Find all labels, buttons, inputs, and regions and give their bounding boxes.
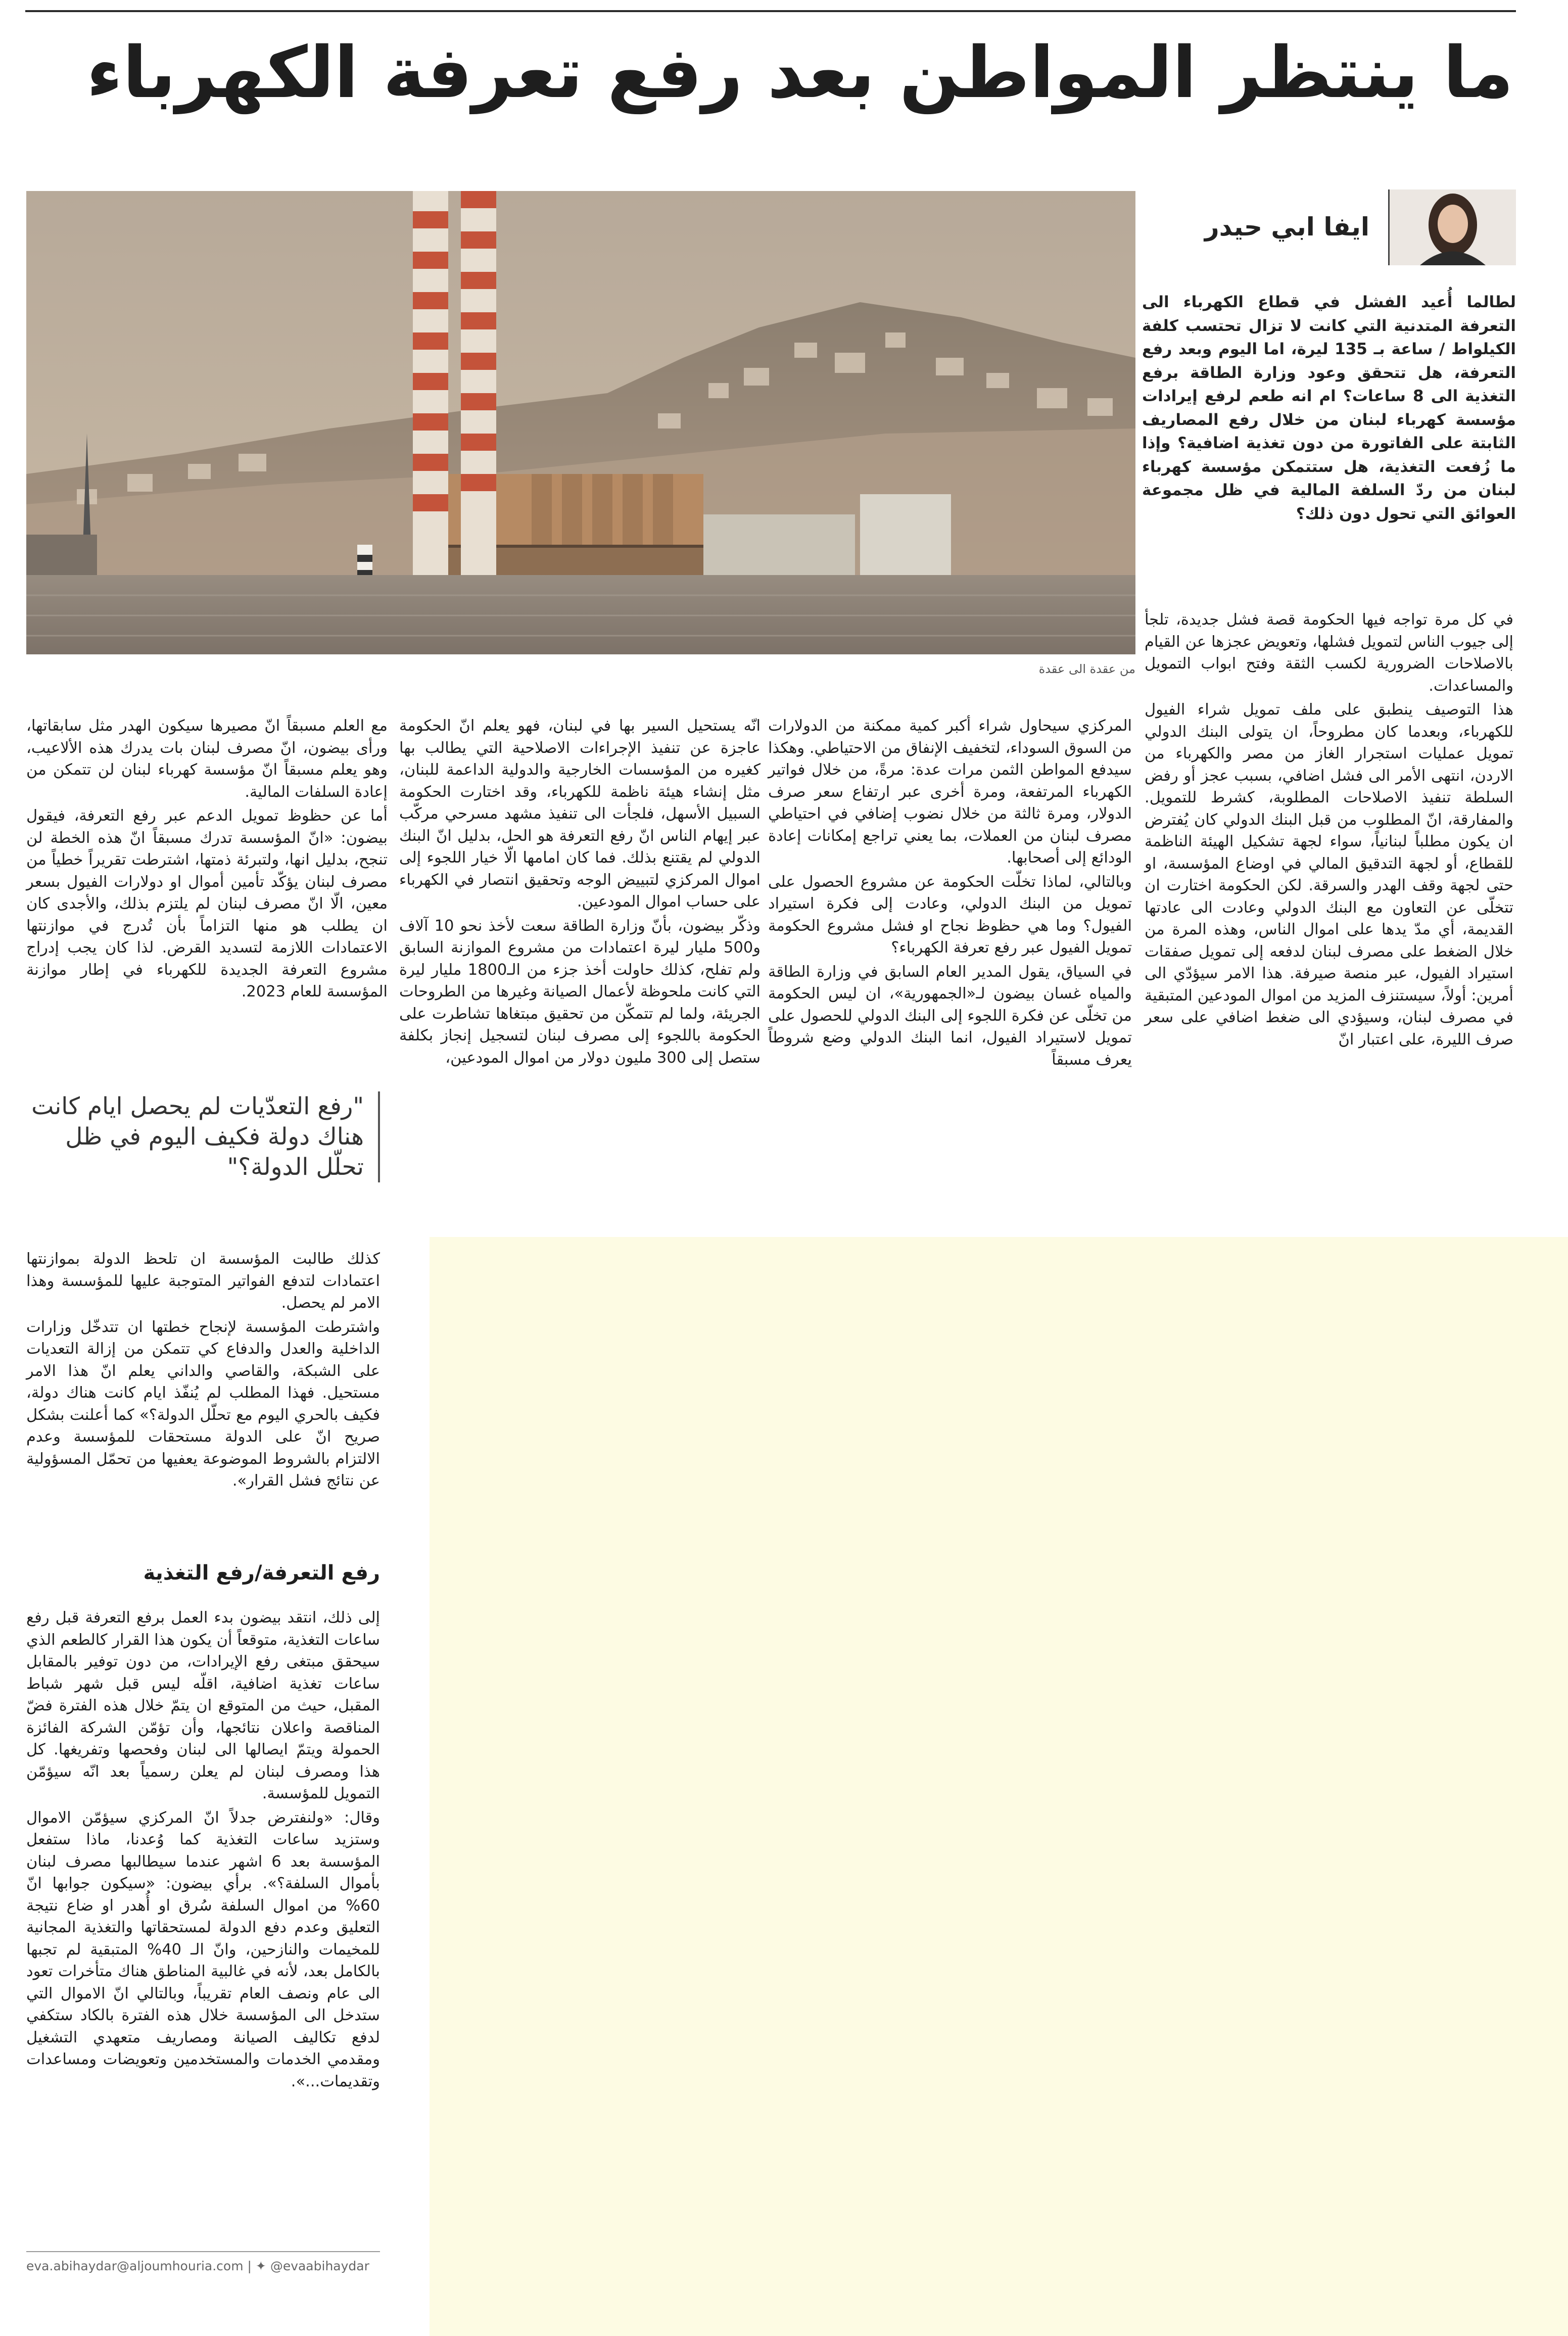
paragraph: واشترطت المؤسسة لإنجاح خطتها ان تتدخّل وزارات الداخلية والعدل والدفاع كي تتمكن من إزالة التعديات على الشبكة، والقاصي والداني يعلم انّ هذا الامر مستحيل. فهذا المطلب لم يُنفّذ ايام كانت هناك دولة، فكيف بالحري اليوم مع تحلّل الدولة؟» كما أعلنت بشكل صريح انّ على الدولة مستحقات للمؤسسة وعدم الالتزام بالشروط الموضوعة يعفيها من تحمّل المسؤولية عن نتائج فشل القرار». <box>26 1318 380 1490</box>
paragraph: وبالتالي، لماذا تخلّت الحكومة عن مشروع الحصول على تمويل من البنك الدولي، وعادت إلى فكرة استيراد الفيول؟ وما هي حظوظ نجاح او فشل مشروع الحكومة تمويل الفيول عبر رفع تعرفة الكهرباء؟ <box>768 873 1132 957</box>
top-rule <box>25 10 1516 12</box>
paragraph: أما عن حظوظ تمويل الدعم عبر رفع التعرفة، فيقول بيضون: «انّ المؤسسة تدرك مسبقاً انّ هذه الخطة لن تنجح، بدليل انها، ولتبرئة ذمتها، اشترطت تقريراً خطياً من مصرف لبنان يؤكّد تأمين أموال او دولارات الفيول بسعر معين، الّا انّ مصرف لبنان لم يلتزم بذلك، والأجدى كان ان يطلب هو منها التزاماً بأن تُدرج في موازنتها الاعتمادات اللازمة لتسديد القرض. لذا كان يجب إدراج مشروع التعرفة الجديدة للكهرباء في إطار موازنة المؤسسة للعام 2023. <box>26 807 388 1000</box>
author-email[interactable]: eva.abihaydar@aljoumhouria.com <box>26 2259 244 2273</box>
article-column-3 <box>399 715 761 1071</box>
author-name: ايفا ابي حيدر <box>1204 212 1369 242</box>
separator: | <box>247 2259 256 2273</box>
author-avatar <box>1388 189 1516 265</box>
advertisement-area <box>430 1237 1568 2336</box>
paragraph: وذكّر بيضون، بأنّ وزارة الطاقة سعت لأخذ نحو 10 آلاف و500 مليار ليرة اعتمادات من مشروع الموازنة السابق ولم تفلح، كذلك حاولت أخذ جزء من الـ1800 مليار ليرة التي كانت ملحوظة لأعمال الصيانة وغيرها من الطروحات الجريئة، ولما لم تتمكّن من تحقيق مبتغاها تشاطرت على الحكومة باللجوء إلى مصرف لبنان لتسجيل إنجاز بكلفة ستصل إلى 300 مليون دولار من اموال المودعين، <box>399 917 761 1067</box>
byline <box>1142 189 1516 265</box>
power-plant-image <box>26 191 1135 654</box>
photo-caption: من عقدة الى عقدة <box>1038 662 1135 676</box>
paragraph: مع العلم مسبقاً انّ مصيرها سيكون الهدر مثل سابقاتها، ورأى بيضون، انّ مصرف لبنان بات يدرك هذه الألاعيب، وهو يعلم مسبقاً انّ مؤسسة كهرباء لبنان لن تتمكن من إعادة السلفات المالية. <box>26 717 388 801</box>
paragraph: انّه يستحيل السير بها في لبنان، فهو يعلم انّ الحكومة عاجزة عن تنفيذ الإجراءات الاصلاحية التي يطالب بها كغيره من المؤسسات الخارجية والدولية الداعمة للبنان، مثل إنشاء هيئة ناظمة للكهرباء، وقد اختارت الحكومة السبيل الأسهل، فلجأت الى تنفيذ مشهد مسرحي مركّب عبر إيهام الناس انّ رفع التعرفة هو الحل، بدليل انّ البنك الدولي لم يقتنع بذلك. فما كان امامها الّا خيار اللجوء إلى اموال المركزي لتبييض الوجه وتحقيق انتصار في الكهرباء على حساب اموال المودعين. <box>399 717 761 911</box>
article-photo <box>26 191 1135 654</box>
author-twitter[interactable]: @evaabihaydar <box>270 2259 369 2273</box>
footer-rule <box>26 2251 380 2252</box>
section-subhead: رفع التعرفة/رفع التغذية <box>143 1561 380 1585</box>
paragraph: هذا التوصيف ينطبق على ملف تمويل شراء الفيول للكهرباء، وبعدما كان مطروحاً، ان يتولى البنك الدولي تمويل عمليات استجرار الغاز من مصر والكهرباء من الاردن، انتهى الأمر الى فشل اضافي، بسبب عجز أو رفض السلطة تنفيذ الاصلاحات المطلوبة، كشرط للتمويل. والمفارقة، انّ المطلوب من قبل البنك الدولي كان يُفترض ان يكون مطلباً لبنانياً، سواء لجهة تشكيل الهيئة الناظمة للقطاع، أو لجهة التدقيق المالي في اوضاع المؤسسة، او حتى لجهة وقف الهدر والسرقة. لكن الحكومة اختارت ان تتخلّى عن التعاون مع البنك الدولي وعادت الى عادتها القديمة، أي مدّ يدها على اموال الناس، وهذه المرة من خلال الضغط على مصرف لبنان لدفعه إلى تمويل صفقات استيراد الفيول، عبر منصة صيرفة. هذا الامر سيؤدّي الى أمرين: أولاً، سيستنزف المزيد من اموال المودعين المتبقية في مصرف لبنان، وسيؤدي الى ضغط اضافي على سعر صرف الليرة، على اعتبار انّ <box>1145 701 1513 1048</box>
paragraph: وقال: «ولنفترض جدلاً انّ المركزي سيؤمّن الاموال وستزيد ساعات التغذية كما وُعدنا، ماذا ستفعل المؤسسة بعد 6 اشهر عندما سيطالبها مصرف لبنان بأموال السلفة؟». برأي بيضون: «سيكون جوابها انّ 60% من اموال السلفة سُرق او أُهدر او ضاع نتيجة التعليق وعدم دفع الدولة لمستحقاتها والتغذية المجانية للمخيمات والنازحين، وانّ الـ 40% المتبقية لم تجبها بالكامل بعد، لأنه في غالبية المناطق هناك متأخرات تعود الى عام ونصف العام تقريباً، وبالتالي انّ الاموال التي ستدخل الى المؤسسة خلال هذه الفترة بالكاد ستكفي لدفع تكاليف الصيانة ومصاريف متعهدي التشغيل ومقدمي الخدمات والمستخدمين وتعويضات ومساعدات وتقديمات...». <box>26 1808 380 2090</box>
author-contact <box>26 2259 380 2273</box>
paragraph: إلى ذلك، انتقد بيضون بدء العمل برفع التعرفة قبل رفع ساعات التغذية، متوقعاً أن يكون هذا القرار كالطعم الذي سيحقق مبتغى رفع الإيرادات، من دون توفير بالمقابل ساعات تغذية اضافية، اقلّه ليس قبل شهر شباط المقبل، حيث من المتوقع ان يتمّ خلال هذه الفترة فضّ المناقصة واعلان نتائجها، وأن تؤمّن الشركة الفائزة الحمولة ويتمّ ايصالها الى لبنان وفحصها وتفريغها. كل هذا ومصرف لبنان لم يعلن رسمياً بعد انّه سيؤمّن التمويل للمؤسسة. <box>26 1609 380 1802</box>
pull-quote: "رفع التعدّيات لم يحصل ايام كانت هناك دولة فكيف اليوم في ظل تحلّل الدولة؟" <box>26 1091 380 1182</box>
article-column-2 <box>768 715 1132 1073</box>
lead-paragraph: لطالما أُعيد الفشل في قطاع الكهرباء الى التعرفة المتدنية التي كانت لا تزال تحتسب كلفة الكيلواط / ساعة بـ 135 ليرة، اما اليوم وبعد رفع التعرفة، هل تتحقق وعود وزارة الطاقة برفع التغذية الى 8 ساعات؟ ام انه طعم لرفع إيرادات مؤسسة كهرباء لبنان من خلال رفع المصاريف الثابتة على الفاتورة من دون تغذية اضافية؟ وإذا ما زُفعت التغذية، هل ستتمكن مؤسسة كهرباء لبنان من ردّ السلفة المالية في ظل مجموعة العوائق التي تحول دون ذلك؟ <box>1142 293 1516 523</box>
twitter-icon: ✦ <box>255 2259 266 2273</box>
paragraph: كذلك طالبت المؤسسة ان تلحظ الدولة بموازنتها اعتمادات لتدفع الفواتير المتوجبة عليها للمؤسسة وهذا الامر لم يحصل. <box>26 1250 380 1312</box>
article-column-1 <box>1145 609 1513 1053</box>
article-column-4 <box>26 715 388 1005</box>
paragraph: المركزي سيحاول شراء أكبر كمية ممكنة من الدولارات من السوق السوداء، لتخفيف الإنفاق من الاحتياطي. وهكذا سيدفع المواطن الثمن مرات عدة: مرةً، من خلال فواتير الكهرباء المرتفعة، ومرة أخرى عبر ارتفاع سعر صرف الدولار، ومرة ثالثة من خلال نضوب إضافي في احتياطي مصرف لبنان من العملات، بما يعني تراجع إمكانات إعادة الودائع إلى أصحابها. <box>768 717 1132 867</box>
article-column-6 <box>26 1607 380 2094</box>
paragraph: في السياق، يقول المدير العام السابق في وزارة الطاقة والمياه غسان بيضون لـ«الجمهورية»، ان ليس الحكومة من تخلّى عن فكرة اللجوء إلى البنك الدولي للحصول على تمويل لاستيراد الفيول، انما البنك الدولي وضع شروطاً يعرف مسبقاً <box>768 963 1132 1069</box>
article-column-5 <box>26 1248 380 1494</box>
author-portrait-icon <box>1390 189 1516 265</box>
paragraph: في كل مرة تواجه فيها الحكومة قصة فشل جديدة، تلجأ إلى جيوب الناس لتمويل فشلها، وتعويض عجزها عن القيام بالاصلاحات الضرورية لكسب الثقة وفتح ابواب التمويل والمساعدات. <box>1145 611 1513 695</box>
headline: ما ينتظر المواطن بعد رفع تعرفة الكهرباء <box>86 32 1513 114</box>
